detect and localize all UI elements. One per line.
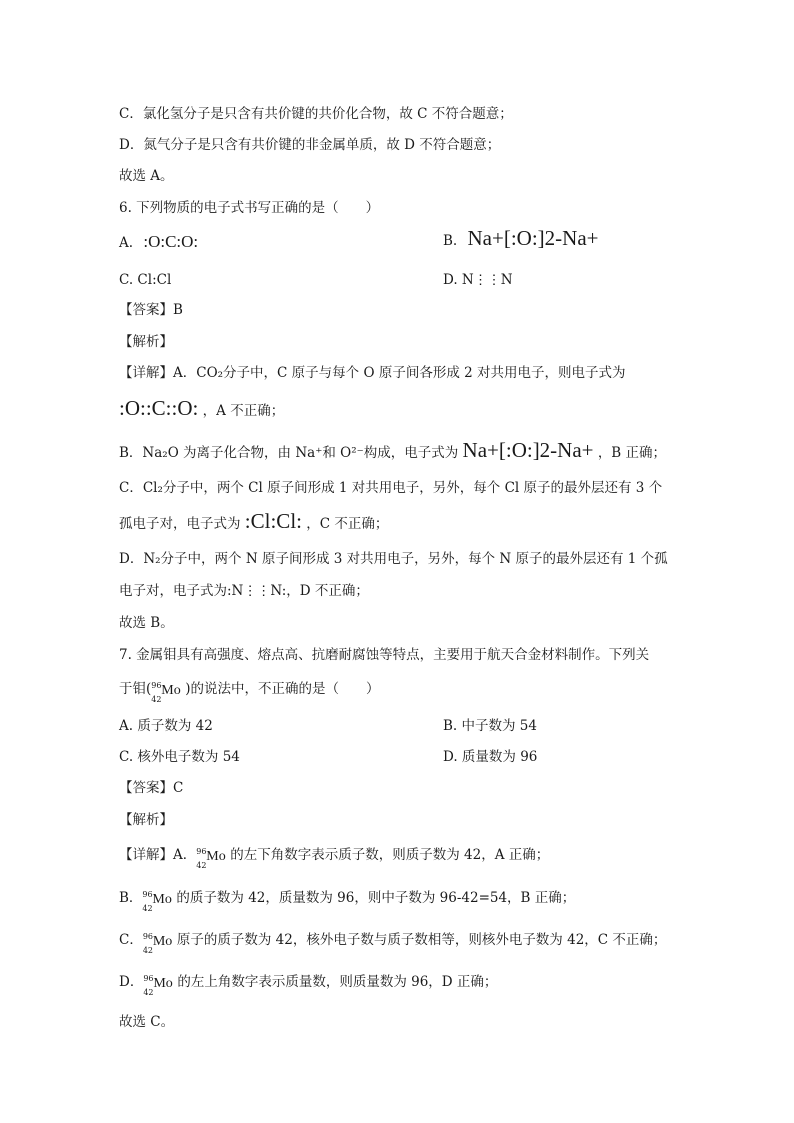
text-segment: B． (119, 890, 143, 906)
text-segment: 的左上角数字表示质量数，则质量数为 96，D 正确； (177, 974, 498, 990)
text-segment: 孤电子对，电子式为 (119, 516, 241, 532)
mass-number: 96 (196, 846, 207, 856)
isotope-notation (151, 680, 185, 704)
isotope-notation (142, 931, 177, 955)
analysis-heading: 【解析】 (119, 334, 173, 350)
question-stem (119, 679, 380, 704)
text-line: 【详解】A．CO₂分子中，C 原子与每个 O 原子间各形成 2 对共用电子，则电子式为 (119, 365, 626, 381)
atomic-number: 42 (142, 903, 153, 913)
isotope-notation (143, 973, 177, 997)
text-line (119, 398, 284, 421)
atomic-number: 42 (151, 694, 162, 704)
isotope-notation (196, 846, 230, 870)
text-segment: B．Na₂O 为离子化合物，由 Na⁺和 O²⁻构成，电子式为 (119, 445, 459, 461)
text-line (119, 930, 667, 955)
option-a: A. 质子数为 42 (119, 718, 213, 734)
element-symbol: Mo (152, 933, 173, 949)
option-b: B. 中子数为 54 (443, 718, 537, 734)
lewis-formula: :O:C:O: (143, 232, 199, 251)
text-segment: ，B 正确； (597, 445, 667, 461)
text-line (119, 440, 666, 463)
mass-number: 96 (143, 973, 154, 983)
text-line: C．Cl₂分子中，两个 Cl 原子间形成 1 对共用电子，另外，每个 Cl 原子的最外层还有 3 个 (119, 480, 663, 496)
option-label: A. (119, 235, 134, 251)
lewis-formula: Na+[:O:]2-Na+ (467, 226, 599, 250)
text-segment: 的左下角数字表示质子数，则质子数为 42，A 正确； (230, 847, 550, 863)
question-stem: 7. 金属钼具有高强度、熔点高、抗磨耐腐蚀等特点，主要用于航天合金材料制作。下列关 (119, 647, 650, 663)
mass-number: 96 (151, 680, 162, 690)
question-stem: 6. 下列物质的电子式书写正确的是（ ） (119, 200, 380, 216)
atomic-number: 42 (143, 987, 154, 997)
text-segment: 【详解】A． (119, 847, 197, 863)
isotope-notation (142, 889, 176, 913)
analysis-heading: 【解析】 (119, 812, 173, 828)
text-segment: D． (119, 974, 144, 990)
option-d: D. N⋮⋮N (443, 272, 513, 288)
answer: 【答案】C (119, 780, 184, 796)
text-line: C．氯化氢分子是只含有共价键的共价化合物，故 C 不符合题意； (119, 106, 513, 122)
text-line: 故选 B。 (119, 615, 174, 631)
mass-number: 96 (142, 931, 154, 941)
text-line: D．氮气分子是只含有共价键的非金属单质，故 D 不符合题意； (119, 137, 501, 153)
option-c: C. 核外电子数为 54 (119, 749, 240, 765)
mass-number: 96 (142, 889, 153, 899)
element-symbol: Mo (153, 975, 173, 991)
element-symbol: Mo (161, 682, 181, 698)
option-label: B. (443, 233, 458, 249)
text-line: D．N₂分子中，两个 N 原子间形成 3 对共用电子，另外，每个 N 原子的最外层还有 1 个孤 (119, 551, 668, 567)
atomic-number: 42 (196, 860, 207, 870)
atomic-number: 42 (142, 945, 154, 955)
answer: 【答案】B (119, 302, 183, 318)
text-line: 故选 C。 (119, 1014, 175, 1030)
option-c: C. Cl:Cl (119, 272, 172, 288)
option-b (443, 228, 599, 251)
text-line (119, 511, 388, 534)
lewis-formula: :O::C::O: (119, 396, 199, 420)
text-line: 电子对，电子式为:N⋮⋮N:，D 不正确； (119, 583, 369, 599)
text-segment: 于钼( (119, 681, 152, 697)
option-a (119, 232, 198, 253)
lewis-formula: :Cl:Cl: (244, 509, 302, 533)
text-segment: 原子的质子数为 42，核外电子数与质子数相等，则核外电子数为 42，C 不正确； (176, 932, 667, 948)
option-d: D. 质量数为 96 (443, 749, 538, 765)
text-line (119, 972, 498, 997)
text-segment: C． (119, 932, 143, 948)
text-segment: )的说法中，不正确的是（ ） (185, 681, 380, 697)
lewis-formula: Na+[:O:]2-Na+ (462, 438, 594, 462)
element-symbol: Mo (206, 848, 226, 864)
text-line (119, 845, 550, 870)
text-line: 故选 A。 (119, 168, 174, 184)
element-symbol: Mo (152, 891, 172, 907)
text-line (119, 888, 576, 913)
text-segment: ，A 不正确； (202, 403, 285, 419)
text-segment: ，C 不正确； (306, 516, 389, 532)
text-segment: 的质子数为 42，质量数为 96，则中子数为 96-42=54，B 正确； (176, 890, 576, 906)
